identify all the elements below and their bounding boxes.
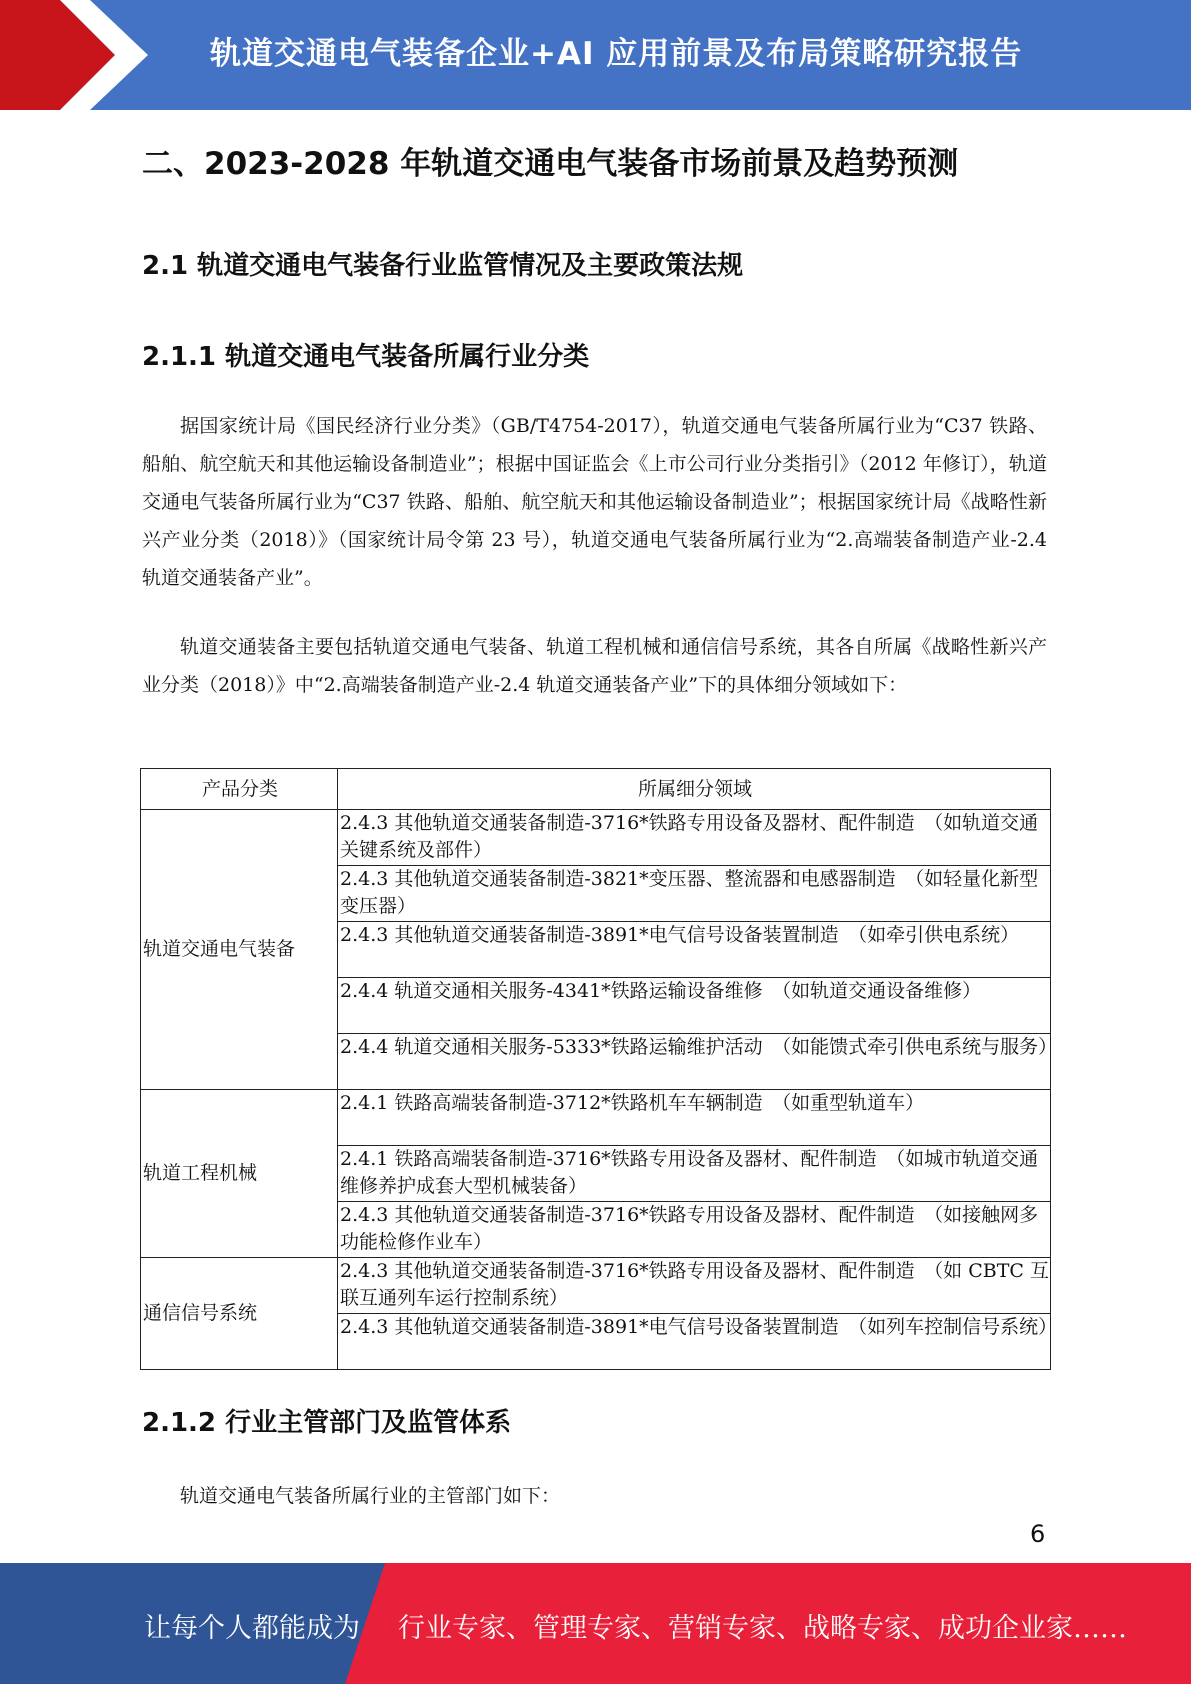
classification-table xyxy=(140,768,1058,1370)
subsection-heading-regulation: 2.1.2 行业主管部门及监管体系 xyxy=(142,1408,512,1438)
table-subfield-cell: 2.4.1 铁路高端装备制造-3716*铁路专用设备及器材、配件制造 （如城市轨道交通维修养护成套大型机械装备） xyxy=(338,1146,1051,1202)
subsection-heading-classification: 2.1.1 轨道交通电气装备所属行业分类 xyxy=(142,342,590,372)
footer-slogan-left: 让每个人都能成为 xyxy=(144,1613,360,1644)
page-number: 6 xyxy=(1030,1520,1046,1548)
paragraph-industry-classification: 据国家统计局《国民经济行业分类》（GB/T4754-2017），轨道交通电气装备所属行业为“C37 铁路、船舶、航空航天和其他运输设备制造业”；根据中国证监会《上市公司行业分类指引》（2012 年修订），轨道交通电气装备所属行业为“C37 铁路、船舶、航空航天和其他运输设备制造业”；根据国家统计局《战略性新兴产业分类（2018）》（国家统计局令第 23 号），轨道交通电气装备所属行业为“2.高端装备制造产业-2.4 轨道交通装备产业”。 xyxy=(142,415,1047,589)
report-title: 轨道交通电气装备企业+AI 应用前景及布局策略研究报告 xyxy=(210,36,1023,72)
table-header-row xyxy=(141,769,1051,810)
table-row xyxy=(141,1090,1051,1146)
table-subfield-cell: 2.4.4 轨道交通相关服务-4341*铁路运输设备维修 （如轨道交通设备维修） xyxy=(338,978,1051,1034)
table-category-cell: 轨道工程机械 xyxy=(141,1090,338,1258)
table-subfield-cell: 2.4.1 铁路高端装备制造-3712*铁路机车车辆制造 （如重型轨道车） xyxy=(338,1090,1051,1146)
table-row xyxy=(141,1258,1051,1314)
table-category-cell: 通信信号系统 xyxy=(141,1258,338,1370)
table-row xyxy=(141,810,1051,866)
paragraph-equipment-overview: 轨道交通装备主要包括轨道交通电气装备、轨道工程机械和通信信号系统，其各自所属《战略性新兴产业分类（2018）》中“2.高端装备制造产业-2.4 轨道交通装备产业”下的具体细分领域如下： xyxy=(142,636,1047,696)
header-band xyxy=(0,0,1191,110)
table-subfield-cell: 2.4.4 轨道交通相关服务-5333*铁路运输维护活动 （如能馈式牵引供电系统与服务） xyxy=(338,1034,1051,1090)
table-category-cell: 轨道交通电气装备 xyxy=(141,810,338,1090)
table-subfield-cell: 2.4.3 其他轨道交通装备制造-3891*电气信号设备装置制造 （如列车控制信号系统） xyxy=(338,1314,1051,1370)
table-subfield-cell: 2.4.3 其他轨道交通装备制造-3891*电气信号设备装置制造 （如牵引供电系统） xyxy=(338,922,1051,978)
section-heading: 2.1 轨道交通电气装备行业监管情况及主要政策法规 xyxy=(142,251,744,281)
table-subfield-cell: 2.4.3 其他轨道交通装备制造-3716*铁路专用设备及器材、配件制造 （如 CBTC 互联互通列车运行控制系统） xyxy=(338,1258,1051,1314)
table-subfield-cell: 2.4.3 其他轨道交通装备制造-3716*铁路专用设备及器材、配件制造 （如接触网多功能检修作业车） xyxy=(338,1202,1051,1258)
table-subfield-cell: 2.4.3 其他轨道交通装备制造-3716*铁路专用设备及器材、配件制造 （如轨道交通关键系统及部件） xyxy=(338,810,1051,866)
table-header-category: 产品分类 xyxy=(141,769,338,810)
chapter-heading: 二、2023-2028 年轨道交通电气装备市场前景及趋势预测 xyxy=(142,146,959,182)
footer-band xyxy=(0,1563,1191,1684)
footer-slogan-right: 行业专家、管理专家、营销专家、战略专家、成功企业家…… xyxy=(398,1613,1127,1644)
table-header-subfield: 所属细分领域 xyxy=(338,769,1051,810)
table-subfield-cell: 2.4.3 其他轨道交通装备制造-3821*变压器、整流器和电感器制造 （如轻量化新型变压器） xyxy=(338,866,1051,922)
header-red-chevron-decoration xyxy=(0,0,160,110)
paragraph-regulators-intro: 轨道交通电气装备所属行业的主管部门如下： xyxy=(180,1485,561,1507)
